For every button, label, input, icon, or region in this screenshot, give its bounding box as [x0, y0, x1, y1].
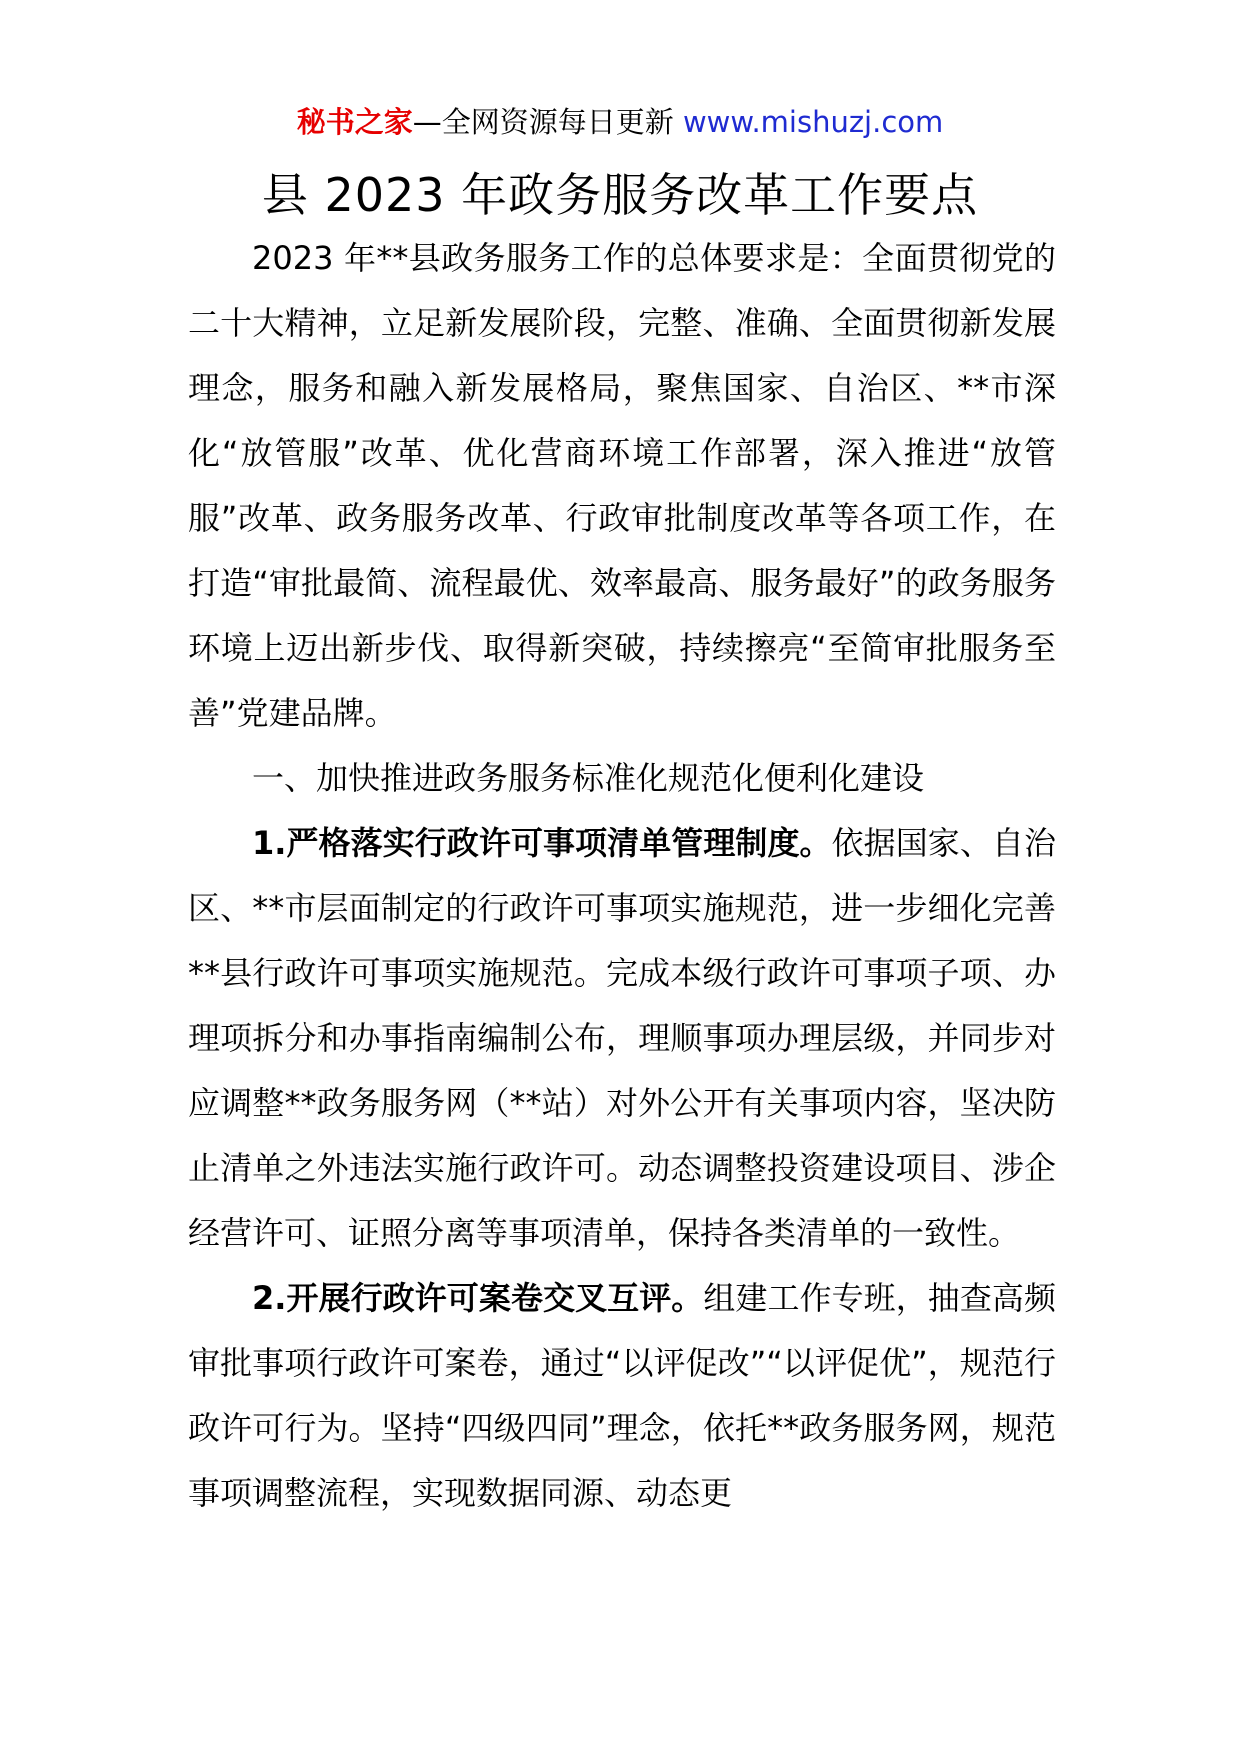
brand-name: 秘书之家: [296, 105, 413, 139]
document-body: [188, 226, 1056, 1526]
item-2-paragraph: [188, 1266, 1056, 1526]
section-heading: 一、加快推进政务服务标准化规范化便利化建设: [252, 759, 925, 797]
item-1-paragraph: [188, 811, 1056, 1266]
header-tagline: —全网资源每日更新: [412, 105, 683, 139]
item-2-title: 2.开展行政许可案卷交叉互评。: [252, 1279, 704, 1317]
item-1-body: 依据国家、自治区、**市层面制定的行政许可事项实施规范，进一步细化完善**县行政许可事项实施规范。完成本级行政许可事项子项、办理项拆分和办事指南编制公布，理顺事项办理层级，并同步对应调整**政务服务网（**站）对外公开有关事项内容，坚决防止清单之外违法实施行政许可。动态调整投资建设项目、涉企经营许可、证照分离等事项清单，保持各类清单的一致性。: [188, 824, 1056, 1252]
document-title: 县 2023 年政务服务改革工作要点: [261, 168, 979, 222]
intro-paragraph: 2023 年**县政务服务工作的总体要求是：全面贯彻党的二十大精神，立足新发展阶段，完整、准确、全面贯彻新发展理念，服务和融入新发展格局，聚焦国家、自治区、**市深化“放管服”改革、优化营商环境工作部署，深入推进“放管服”改革、政务服务改革、行政审批制度改革等各项工作，在打造“审批最简、流程最优、效率最高、服务最好”的政务服务环境上迈出新步伐、取得新突破，持续擦亮“至简审批服务至善”党建品牌。: [188, 239, 1056, 732]
item-1-title: 1.严格落实行政许可事项清单管理制度。: [252, 824, 832, 862]
item-2-body: 组建工作专班，抽查高频审批事项行政许可案卷，通过“以评促改”“以评促优”，规范行政许可行为。坚持“四级四同”理念，依托**政务服务网，规范事项调整流程，实现数据同源、动态更: [188, 1279, 1056, 1512]
site-url: www.mishuzj.com: [682, 105, 944, 139]
watermark-header: [0, 102, 1240, 142]
